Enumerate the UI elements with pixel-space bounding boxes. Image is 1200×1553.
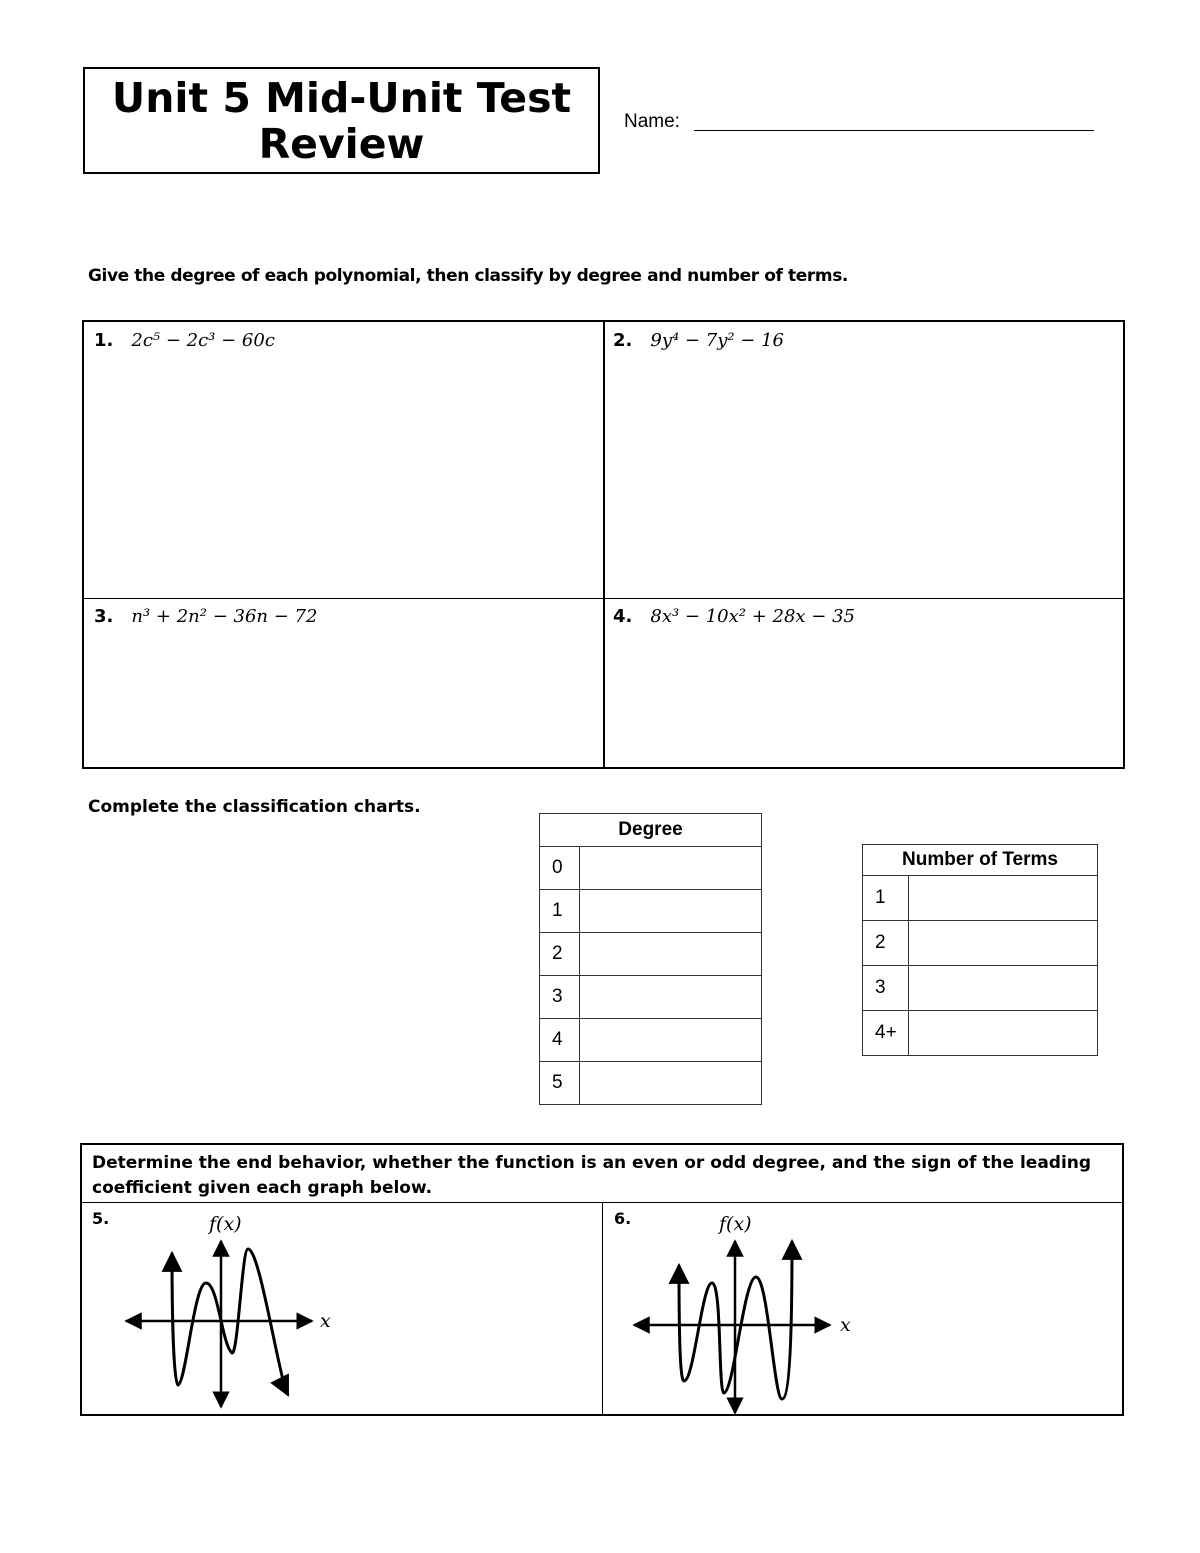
title-box bbox=[83, 67, 600, 174]
degree-row-label: 1 bbox=[540, 890, 580, 933]
section2-instruction: Complete the classification charts. bbox=[88, 797, 421, 817]
end-behavior-grid bbox=[80, 1143, 1124, 1416]
terms-row-label: 3 bbox=[863, 966, 909, 1011]
section1-instruction: Give the degree of each polynomial, then classify by degree and number of terms. bbox=[88, 266, 848, 286]
problem-expression: n³ + 2n² − 36n − 72 bbox=[131, 606, 318, 627]
degree-row-label: 0 bbox=[540, 847, 580, 890]
name-field[interactable] bbox=[694, 130, 1094, 131]
graph-6 bbox=[82, 1145, 1122, 1415]
name-label: Name: bbox=[624, 111, 680, 132]
degree-answer-cell[interactable] bbox=[580, 976, 762, 1019]
problem-3 bbox=[94, 606, 317, 627]
terms-answer-cell[interactable] bbox=[909, 1011, 1098, 1056]
terms-answer-cell[interactable] bbox=[909, 876, 1098, 921]
graph-number: 5. bbox=[92, 1209, 110, 1228]
degree-row-label: 3 bbox=[540, 976, 580, 1019]
terms-chart bbox=[862, 844, 1098, 1056]
polynomial-grid bbox=[82, 320, 1125, 769]
terms-answer-cell[interactable] bbox=[909, 921, 1098, 966]
degree-answer-cell[interactable] bbox=[580, 933, 762, 976]
title-line-1: Unit 5 Mid-Unit Test bbox=[111, 73, 572, 122]
problem-number: 4. bbox=[613, 606, 633, 627]
graph-6-x-label: x bbox=[840, 1314, 851, 1336]
problem-1 bbox=[94, 330, 275, 351]
problem-2 bbox=[613, 330, 784, 351]
grid-divider-horizontal bbox=[84, 598, 1123, 599]
problem-number: 3. bbox=[94, 606, 114, 627]
problem-4 bbox=[613, 606, 855, 627]
page-title bbox=[112, 75, 571, 167]
problem-number: 1. bbox=[94, 330, 114, 351]
degree-chart-header: Degree bbox=[540, 814, 762, 847]
grid-divider-vertical bbox=[603, 322, 605, 767]
terms-row-label: 1 bbox=[863, 876, 909, 921]
terms-answer-cell[interactable] bbox=[909, 966, 1098, 1011]
terms-row-label: 2 bbox=[863, 921, 909, 966]
terms-chart-header: Number of Terms bbox=[863, 845, 1098, 876]
terms-row-label: 4+ bbox=[863, 1011, 909, 1056]
degree-row-label: 5 bbox=[540, 1062, 580, 1105]
graph-5-y-label: f(x) bbox=[209, 1213, 242, 1235]
problem-expression: 8x³ − 10x² + 28x − 35 bbox=[650, 606, 856, 627]
graph-number: 6. bbox=[614, 1209, 632, 1228]
degree-chart bbox=[539, 813, 762, 1105]
degree-row-label: 2 bbox=[540, 933, 580, 976]
graph-6-y-label: f(x) bbox=[719, 1213, 752, 1235]
section3-instruction: Determine the end behavior, whether the function is an even or odd degree, and the sign of the leading coefficient given each graph below. bbox=[92, 1153, 1092, 1198]
problem-number: 2. bbox=[613, 330, 633, 351]
degree-answer-cell[interactable] bbox=[580, 1019, 762, 1062]
graph-5-x-label: x bbox=[320, 1310, 331, 1332]
degree-answer-cell[interactable] bbox=[580, 890, 762, 933]
degree-row-label: 4 bbox=[540, 1019, 580, 1062]
problem-expression: 9y⁴ − 7y² − 16 bbox=[650, 330, 785, 351]
degree-answer-cell[interactable] bbox=[580, 1062, 762, 1105]
degree-answer-cell[interactable] bbox=[580, 847, 762, 890]
problem-expression: 2c⁵ − 2c³ − 60c bbox=[131, 330, 275, 351]
title-line-2: Review bbox=[258, 119, 425, 168]
